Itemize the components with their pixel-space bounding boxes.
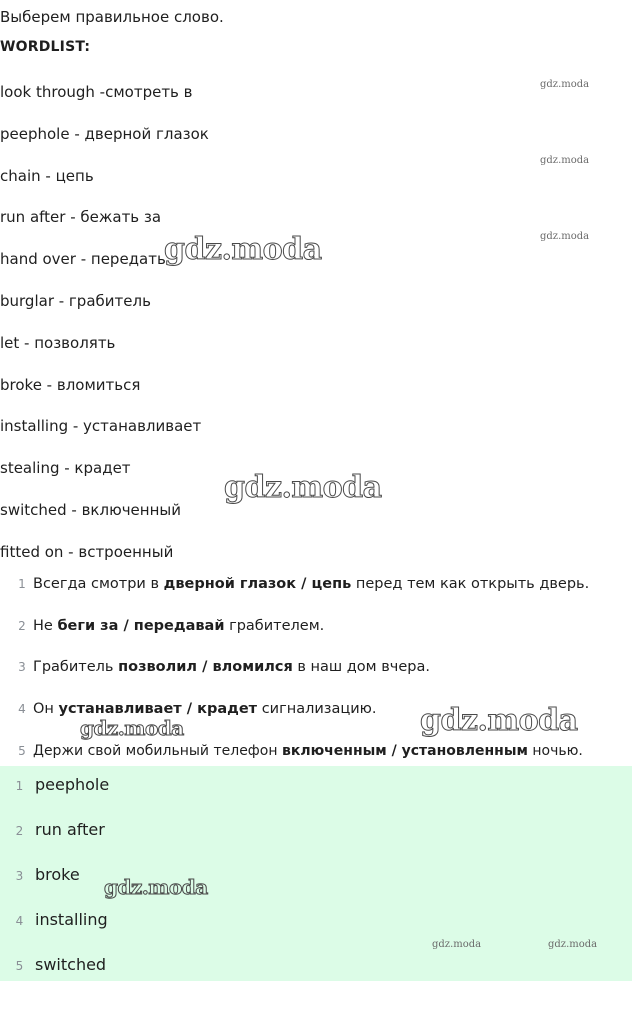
- task-item: 1 Всегда смотри в дверной глазок / цепь перед тем как открыть дверь.: [0, 574, 632, 594]
- wordlist-item: fitted on - встроенный: [0, 543, 174, 561]
- answer-number: 4: [15, 914, 24, 928]
- task-number: 5: [18, 744, 26, 758]
- option-2: передавай: [133, 618, 225, 634]
- answer-item: [0, 819, 105, 842]
- answer-number: 3: [15, 869, 24, 883]
- option-1: беги за: [57, 618, 119, 634]
- task-item: 4 Он устанавливает / крадет сигнализацию.: [0, 699, 632, 719]
- watermark: gdz.moda: [540, 79, 590, 90]
- wordlist-item: installing - устанавливает: [0, 417, 202, 435]
- wordlist-item: stealing - крадет: [0, 459, 131, 477]
- option-1: дверной глазок: [163, 576, 297, 592]
- watermark: gdz.moda: [432, 939, 482, 950]
- option-2: установленным: [401, 743, 528, 759]
- wordlist-item: broke - вломиться: [0, 376, 141, 394]
- answer-text: broke: [35, 865, 80, 884]
- option-1: включенным: [281, 743, 387, 759]
- watermark: gdz.moda: [420, 703, 578, 738]
- watermark: gdz.moda: [104, 875, 208, 899]
- answer-item: [0, 954, 106, 977]
- task-number: 2: [18, 619, 26, 633]
- wordlist-item: peephole - дверной глазок: [0, 125, 209, 143]
- answer-item: [0, 864, 80, 887]
- answer-text: installing: [35, 910, 108, 929]
- answers-panel: [0, 766, 632, 981]
- wordlist-item: look through -смотреть в: [0, 83, 193, 101]
- watermark: gdz.moda: [540, 155, 590, 166]
- task-number: 1: [18, 577, 26, 591]
- answer-number: 1: [15, 779, 24, 793]
- answer-text: run after: [35, 820, 105, 839]
- task-item: 3 Грабитель позволил / вломился в наш дом вчера.: [0, 657, 632, 677]
- watermark: gdz.moda: [540, 231, 590, 242]
- option-1: устанавливает: [58, 701, 182, 717]
- option-2: крадет: [197, 701, 258, 717]
- task-number: 3: [18, 660, 26, 674]
- wordlist-item: chain - цепь: [0, 167, 94, 185]
- answer-text: switched: [35, 955, 107, 974]
- wordlist-item: hand over - передать: [0, 250, 166, 268]
- answer-number: 2: [15, 824, 24, 838]
- wordlist-item: burglar - грабитель: [0, 292, 151, 310]
- watermark: gdz.moda: [224, 470, 382, 505]
- option-2: вломился: [212, 659, 293, 675]
- answer-number: 5: [15, 959, 24, 973]
- option-2: цепь: [311, 576, 352, 592]
- wordlist-heading: WORDLIST:: [0, 39, 91, 55]
- answer-item: [0, 774, 109, 797]
- task-number: 4: [18, 702, 26, 716]
- task-item: 2 Не беги за / передавай грабителем.: [0, 616, 632, 636]
- wordlist-item: run after - бежать за: [0, 208, 162, 226]
- watermark: gdz.moda: [164, 232, 322, 267]
- answer-text: peephole: [35, 775, 110, 794]
- intro-text: Выберем правильное слово.: [0, 8, 224, 26]
- wordlist-item: let - позволять: [0, 334, 116, 352]
- option-1: позволил: [118, 659, 198, 675]
- task-item: 5 Держи свой мобильный телефон включенным / установленным ночью.: [0, 741, 632, 761]
- wordlist-item: switched - включенный: [0, 501, 181, 519]
- watermark: gdz.moda: [548, 939, 598, 950]
- answer-item: [0, 909, 108, 932]
- watermark: gdz.moda: [80, 716, 184, 740]
